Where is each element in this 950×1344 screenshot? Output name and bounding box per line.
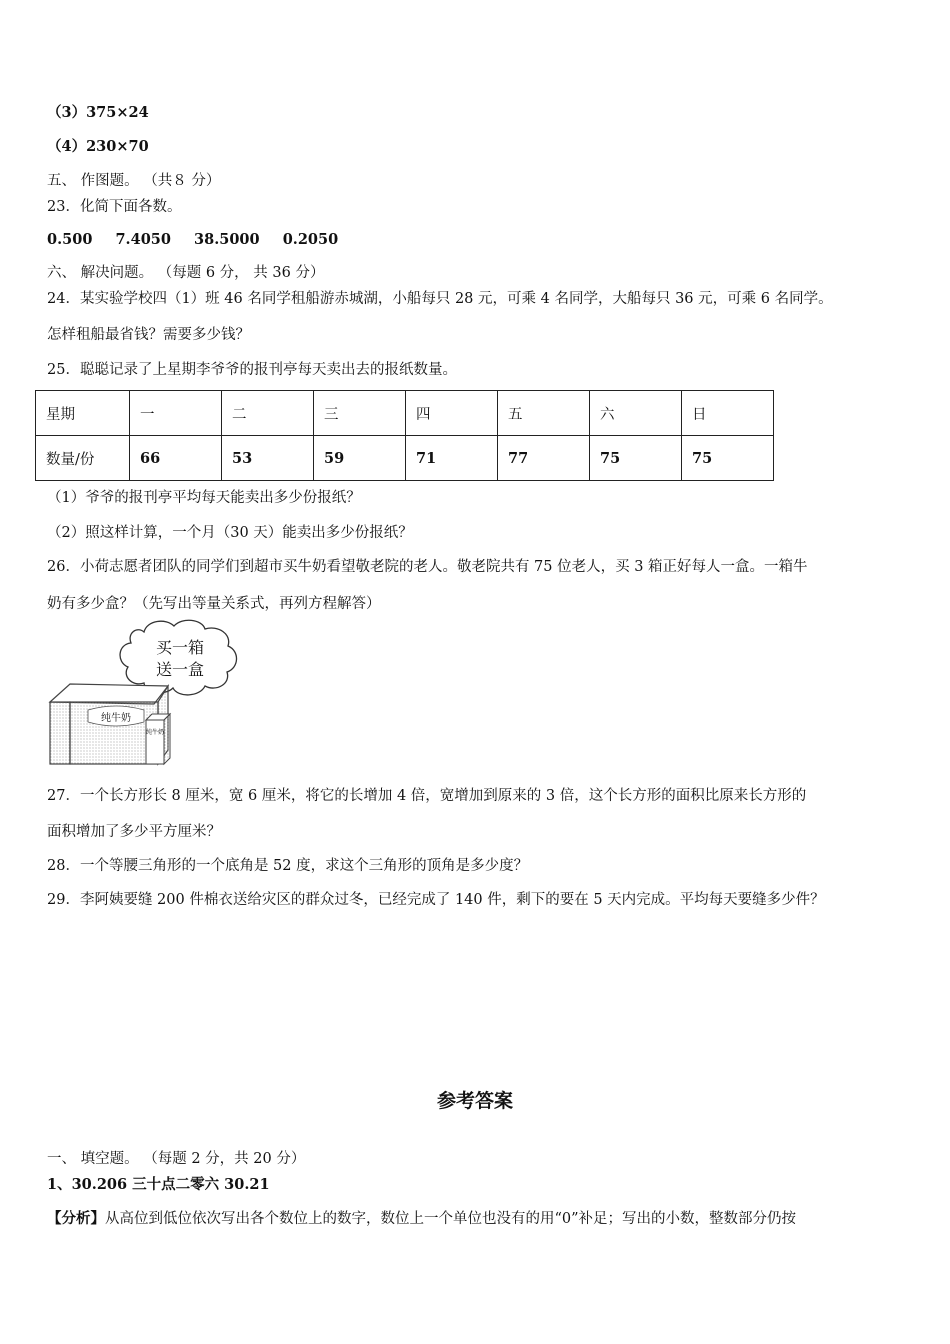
table-cell: 66 [130, 436, 222, 481]
milk-carton [146, 714, 170, 764]
table-cell: 三 [314, 391, 406, 436]
question-23-numbers [47, 230, 356, 250]
table-cell: 四 [406, 391, 498, 436]
question-25-part-1: （1）爷爷的报刊亭平均每天能卖出多少份报纸？ [47, 490, 361, 506]
question-27-line-2: 面积增加了多少平方厘米？ [47, 824, 221, 840]
question-27-line-1: 27．一个长方形长 8 厘米，宽 6 厘米，将它的长增加 4 倍，宽增加到原来的 3 倍，这个长方形的面积比原来长方形的 [47, 788, 807, 804]
table-cell: 77 [498, 436, 590, 481]
number-2: 7.4050 [115, 231, 171, 248]
question-28: 28．一个等腰三角形的一个底角是 52 度，求这个三角形的顶角是多少度？ [47, 858, 529, 874]
question-25: 25．聪聪记录了上星期李爷爷的报刊亭每天卖出去的报纸数量。 [47, 362, 457, 378]
table-cell: 二 [222, 391, 314, 436]
milk-promotion-illustration [44, 618, 244, 768]
table-cell: 59 [314, 436, 406, 481]
table-cell: 75 [682, 436, 774, 481]
question-23: 23．化简下面各数。 [47, 199, 182, 215]
question-26-line-1: 26．小荷志愿者团队的同学们到超市买牛奶看望敬老院的老人。敬老院共有 75 位老人，买 3 箱正好每人一盒。一箱牛 [47, 559, 808, 575]
answers-section-1-heading: 一、 填空题。 （每题 2 分，共 20 分） [47, 1151, 306, 1167]
table-cell: 数量/份 [36, 436, 130, 481]
number-1: 0.500 [47, 231, 93, 248]
question-24-line-1: 24．某实验学校四（1）班 46 名同学租船游赤城湖，小船每只 28 元，可乘 4 名同学，大船每只 36 元，可乘 6 名同学。 [47, 291, 833, 307]
question-24-line-2: 怎样租船最省钱？需要多少钱？ [47, 327, 250, 343]
number-3: 38.5000 [194, 231, 260, 248]
problem-3: （3）375×24 [47, 104, 149, 121]
sales-table [35, 390, 774, 481]
table-header-row [36, 391, 774, 436]
table-cell: 星期 [36, 391, 130, 436]
section-5-heading: 五、 作图题。 （共８ 分） [47, 173, 221, 189]
section-6-heading: 六、 解决问题。 （每题 6 分， 共 36 分） [47, 265, 325, 281]
table-cell: 六 [590, 391, 682, 436]
table-cell: 日 [682, 391, 774, 436]
analysis-text: 从高位到低位依次写出各个数位上的数字，数位上一个单位也没有的用“0”补足；写出的小数，整数部分仍按 [105, 1211, 797, 1227]
table-cell: 71 [406, 436, 498, 481]
analysis-tag: 【分析】 [47, 1210, 105, 1227]
table-data-row [36, 436, 774, 481]
answer-1: 1、30.206 三十点二零六 30.21 [47, 1176, 270, 1193]
table-cell: 五 [498, 391, 590, 436]
box-label: 纯牛奶 [101, 713, 131, 724]
bubble-text-line-1: 买一箱 [155, 638, 205, 657]
question-25-part-2: （2）照这样计算，一个月（30 天）能卖出多少份报纸？ [47, 525, 413, 541]
table-cell: 53 [222, 436, 314, 481]
question-26-line-2: 奶有多少盒？（先写出等量关系式，再列方程解答） [47, 596, 381, 612]
bubble-text-line-2: 送一盒 [155, 660, 205, 679]
answer-1-analysis [47, 1209, 796, 1229]
table-cell: 一 [130, 391, 222, 436]
carton-label: 纯牛奶 [145, 729, 165, 736]
problem-4: （4）230×70 [47, 138, 149, 155]
table-cell: 75 [590, 436, 682, 481]
answers-title: 参考答案 [436, 1090, 513, 1112]
question-29: 29．李阿姨要缝 200 件棉衣送给灾区的群众过冬，已经完成了 140 件，剩下的要在 5 天内完成。平均每天要缝多少件？ [47, 892, 825, 908]
number-4: 0.2050 [282, 231, 339, 248]
